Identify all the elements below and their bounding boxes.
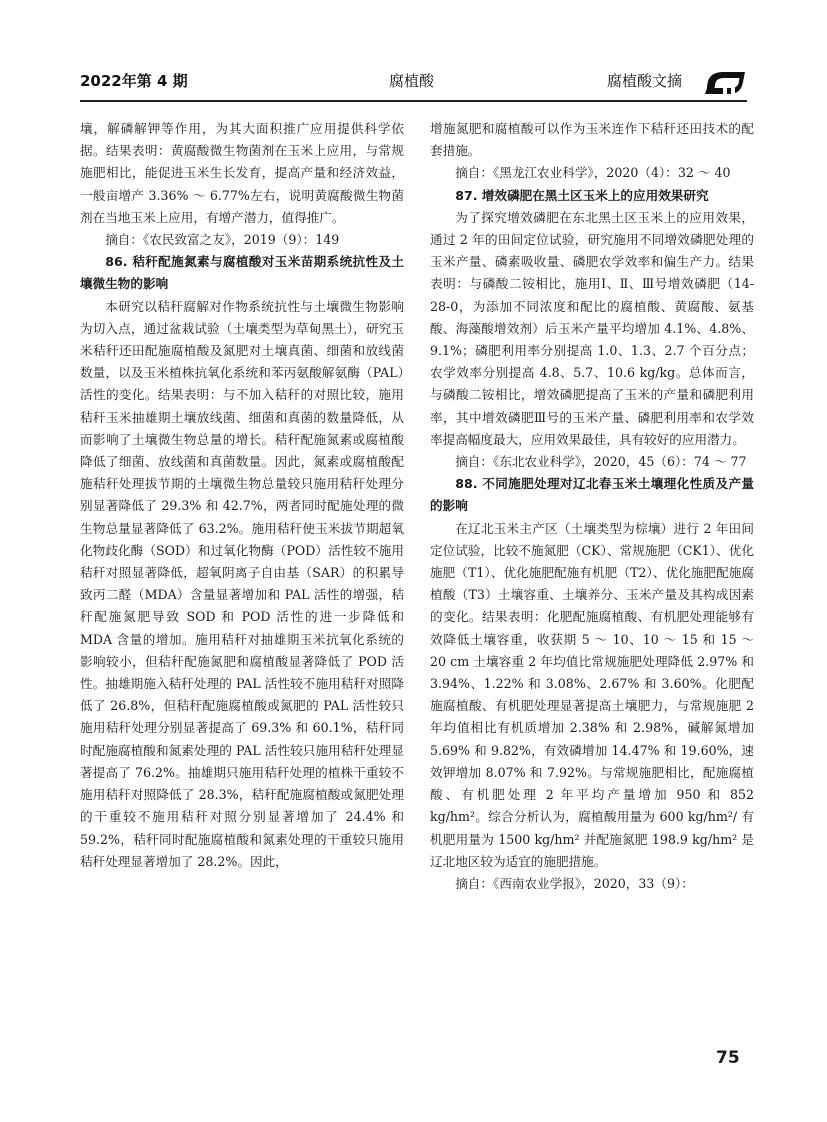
abstract-85-continued: 壤，解磷解钾等作用，为其大面积推广应用提供科学依据。结果表明：黄腐酸微生物菌剂在玉米上应用，与常规施肥相比，能促进玉米生长发育，提高产量和经济效益，一般亩增产 3.36% ～ 6.77%左右，说明黄腐酸微生物菌剂在当地玉米上应用，有增产潜力，值得推广。	[80, 121, 404, 225]
abstract-88-title: 88. 不同施肥处理对辽北春玉米土壤理化性质及产量的影响	[430, 476, 754, 514]
issue-label: 2022年第 4 期	[80, 72, 188, 90]
abstract-88-source: 摘自：《西南农业学报》，2020，33（9）：	[455, 875, 694, 891]
left-column	[80, 118, 404, 873]
abstract-86-title: 86. 秸秆配施氮素与腐植酸对玉米苗期系统抗性及土壤微生物的影响	[80, 254, 404, 292]
abstract-86-source: 摘自：《黑龙江农业科学》，2020（4）：32 ～ 40	[455, 165, 731, 181]
abstract-88-body: 在辽北玉米主产区（土壤类型为棕壤）进行 2 年田间定位试验，比较不施氮肥（CK）、常规施肥（CK1）、优化施肥（T1）、优化施肥配施有机肥（T2）、优化施肥配施腐植酸（T3）土壤容重、土壤养分、玉米产量及其构成因素的变化。结果表明：化肥配施腐植酸、有机肥处理能够有效降低土壤容重，收获期 5 ～ 10、10 ～ 15 和 15 ～ 20 cm 土壤容重 2 年均值比常规施肥处理降低 2.97% 和 3.94%、1.22% 和 3.08%、2.67% 和 3.60%。化肥配施腐植酸、有机肥处理显著提高土壤肥力，与常规施肥 2 年均值相比有机质增加 2.38% 和 2.98%，碱解氮增加 5.69% 和 9.82%，有效磷增加 14.47% 和 19.60%，速效钾增加 8.07% 和 7.92%。与常规施肥相比，配施腐植酸、有机肥处理 2 年平均产量增加 950 和 852 kg/hm²。综合分析认为，腐植酸用量为 600 kg/hm²/ 有机肥用量为 1500 kg/hm² 并配施氮肥 198.9 kg/hm² 是辽北地区较为适宜的施肥措施。	[430, 520, 754, 869]
right-column	[430, 118, 754, 895]
abstract-86-body: 本研究以秸秆腐解对作物系统抗性与土壤微生物影响为切入点，通过盆栽试验（土壤类型为草甸黑土），研究玉米秸秆还田配施腐植酸及氮肥对土壤真菌、细菌和放线菌数量，以及玉米植株抗氧化系统和苯丙氨酸解氨酶（PAL）活性的变化。结果表明：与不加入秸秆的对照比较，施用秸秆玉米抽雄期土壤放线菌、细菌和真菌的数量降低，从而影响了土壤微生物总量的增长。秸秆配施氮素或腐植酸降低了细菌、放线菌和真菌数量。因此，氮素或腐植酸配施秸秆处理拔节期的土壤微生物总量较只施用秸秆处理分别显著降低了 29.3% 和 42.7%，两者同时配施处理的微生物总量显著降低了 63.2%。施用秸秆使玉米拔节期超氧化物歧化酶（SOD）和过氧化物酶（POD）活性较不施用秸秆对照显著降低，超氧阴离子自由基（SAR）的积累导致丙二醛（MDA）含量显著增加和 PAL 活性的增强，秸秆配施氮肥导致 SOD 和 POD 活性的进一步降低和 MDA 含量的增加。施用秸秆对抽雄期玉米抗氧化系统的影响较小，但秸秆配施氮肥和腐植酸显著降低了 POD 活性。抽雄期施入秸秆处理的 PAL 活性较不施用秸秆对照降低了 26.8%，但秸秆配施腐植酸或氮肥的 PAL 活性较只施用秸秆处理分别显著提高了 69.3% 和 60.1%，秸秆同时配施腐植酸和氮素处理的 PAL 活性较只施用秸秆处理显著提高了 76.2%。抽雄期只施用秸秆处理的植株干重较不施用秸秆对照降低了 28.3%，秸秆配施腐植酸或氮肥处理的干重较不施用秸秆对照分别显著增加了 24.4% 和 59.2%，秸秆同时配施腐植酸和氮素处理的干重较只施用秸秆处理显著增加了 28.2%。因此，	[80, 298, 404, 869]
abstract-85-source: 摘自：《农民致富之友》，2019（9）：149	[105, 232, 340, 248]
section-name: 腐植酸文摘	[607, 72, 683, 90]
journal-name: 腐植酸	[389, 72, 435, 90]
abstract-87-body: 为了探究增效磷肥在东北黑土区玉米上的应用效果，通过 2 年的田间定位试验，研究施用不同增效磷肥处理的玉米产量、磷素吸收量、磷肥农学效率和偏生产力。结果表明：与磷酸二铵相比，施用Ⅰ、Ⅱ、Ⅲ号增效磷肥（14-28-0，为添加不同浓度和配比的腐植酸、黄腐酸、氨基酸、海藻酸增效剂）后玉米产量平均增加 4.1%、4.8%、9.1%；磷肥利用率分别提高 1.0、1.3、2.7 个百分点；农学效率分别提高 4.8、5.7、10.6 kg/kg。总体而言，与磷酸二铵相比，增效磷肥提高了玉米的产量和磷肥利用率，其中增效磷肥Ⅲ号的玉米产量、磷肥利用率和农学效率提高幅度最大，应用效果最佳，具有较好的应用潜力。	[430, 209, 754, 447]
header-rule	[80, 100, 747, 102]
page-header	[80, 66, 747, 100]
abstract-86-continued: 增施氮肥和腐植酸可以作为玉米连作下秸秆还田技术的配套措施。	[430, 121, 754, 159]
abstract-87-title: 87. 增效磷肥在黑土区玉米上的应用效果研究	[455, 187, 709, 203]
page-number: 75	[716, 1048, 740, 1068]
abstract-87-source: 摘自：《东北农业科学》，2020，45（6）：74 ～ 77	[455, 454, 747, 470]
journal-logo-icon	[703, 66, 747, 98]
